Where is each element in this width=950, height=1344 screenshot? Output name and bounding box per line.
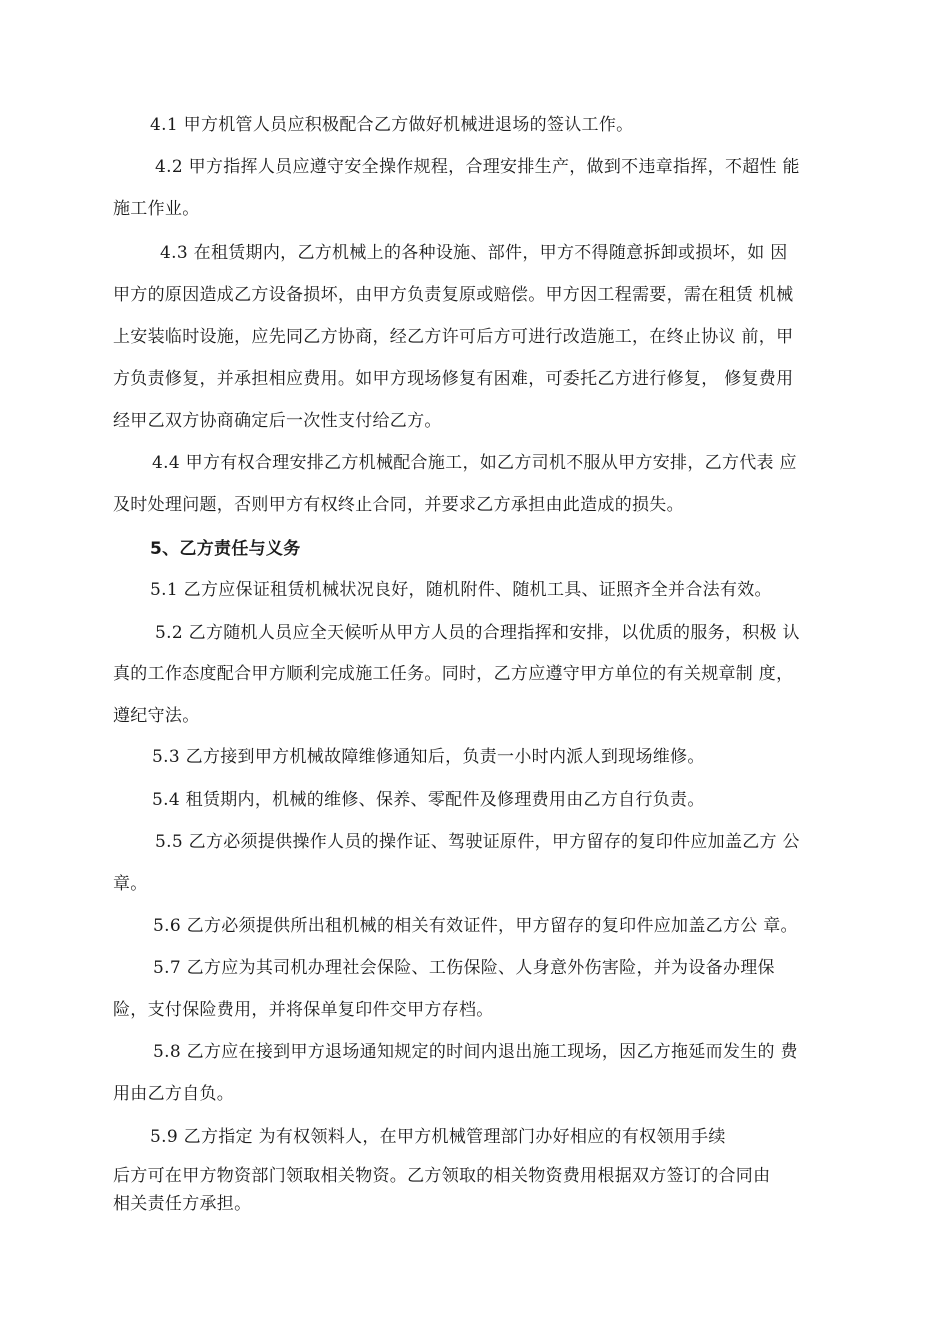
para-4-2-line-2: 施工作业。 xyxy=(113,199,200,219)
para-5-7-line-1: 5.7 乙方应为其司机办理社会保险、工伤保险、人身意外伤害险，并为设备办理保 xyxy=(153,958,775,978)
para-5-9-line-1: 5.9 乙方指定 为有权领料人，在甲方机械管理部门办好相应的有权领用手续 xyxy=(150,1127,726,1147)
para-4-1: 4.1 甲方机管人员应积极配合乙方做好机械进退场的签认工作。 xyxy=(150,115,634,135)
para-5-4: 5.4 租赁期内，机械的维修、保养、零配件及修理费用由乙方自行负责。 xyxy=(152,790,705,810)
para-5-8-line-1: 5.8 乙方应在接到甲方退场通知规定的时间内退出施工现场，因乙方拖延而发生的 费 xyxy=(153,1042,798,1062)
para-4-3-line-2: 甲方的原因造成乙方设备损坏，由甲方负责复原或赔偿。甲方因工程需要，需在租赁 机械 xyxy=(113,285,794,305)
para-4-3-line-5: 经甲乙双方协商确定后一次性支付给乙方。 xyxy=(113,411,442,431)
para-5-2-line-2: 真的工作态度配合甲方顺利完成施工任务。同时，乙方应遵守甲方单位的有关规章制 度， xyxy=(113,664,794,684)
para-4-3-line-1: 4.3 在租赁期内，乙方机械上的各种设施、部件，甲方不得随意拆卸或损坏，如 因 xyxy=(160,243,788,263)
para-5-7-line-2: 险，支付保险费用，并将保单复印件交甲方存档。 xyxy=(113,1000,494,1020)
para-5-8-line-2: 用由乙方自负。 xyxy=(113,1084,235,1104)
para-5-1: 5.1 乙方应保证租赁机械状况良好，随机附件、随机工具、证照齐全并合法有效。 xyxy=(150,580,772,600)
para-5-9-line-2: 后方可在甲方物资部门领取相关物资。乙方领取的相关物资费用根据双方签订的合同由 xyxy=(113,1166,771,1186)
para-5-5-line-2: 章。 xyxy=(113,874,148,894)
para-4-4-line-1: 4.4 甲方有权合理安排乙方机械配合施工，如乙方司机不服从甲方安排，乙方代表 应 xyxy=(152,453,797,473)
para-5-6: 5.6 乙方必须提供所出租机械的相关有效证件，甲方留存的复印件应加盖乙方公 章。 xyxy=(153,916,798,936)
para-5-2-line-3: 遵纪守法。 xyxy=(113,706,200,726)
para-4-3-line-4: 方负责修复，并承担相应费用。如甲方现场修复有困难，可委托乙方进行修复， 修复费用 xyxy=(113,369,794,389)
para-5-9-line-3: 相关责任方承担。 xyxy=(113,1194,252,1214)
section-5-heading: 5、乙方责任与义务 xyxy=(150,539,301,559)
para-5-5-line-1: 5.5 乙方必须提供操作人员的操作证、驾驶证原件，甲方留存的复印件应加盖乙方 公 xyxy=(155,832,800,852)
para-4-3-line-3: 上安装临时设施，应先同乙方协商，经乙方许可后方可进行改造施工，在终止协议 前，甲 xyxy=(113,327,794,347)
para-4-2-line-1: 4.2 甲方指挥人员应遵守安全操作规程，合理安排生产，做到不违章指挥，不超性 能 xyxy=(155,157,800,177)
para-5-3: 5.3 乙方接到甲方机械故障维修通知后，负责一小时内派人到现场维修。 xyxy=(152,747,705,767)
para-4-4-line-2: 及时处理问题，否则甲方有权终止合同，并要求乙方承担由此造成的损失。 xyxy=(113,495,684,515)
para-5-2-line-1: 5.2 乙方随机人员应全天候听从甲方人员的合理指挥和安排，以优质的服务，积极 认 xyxy=(155,623,800,643)
